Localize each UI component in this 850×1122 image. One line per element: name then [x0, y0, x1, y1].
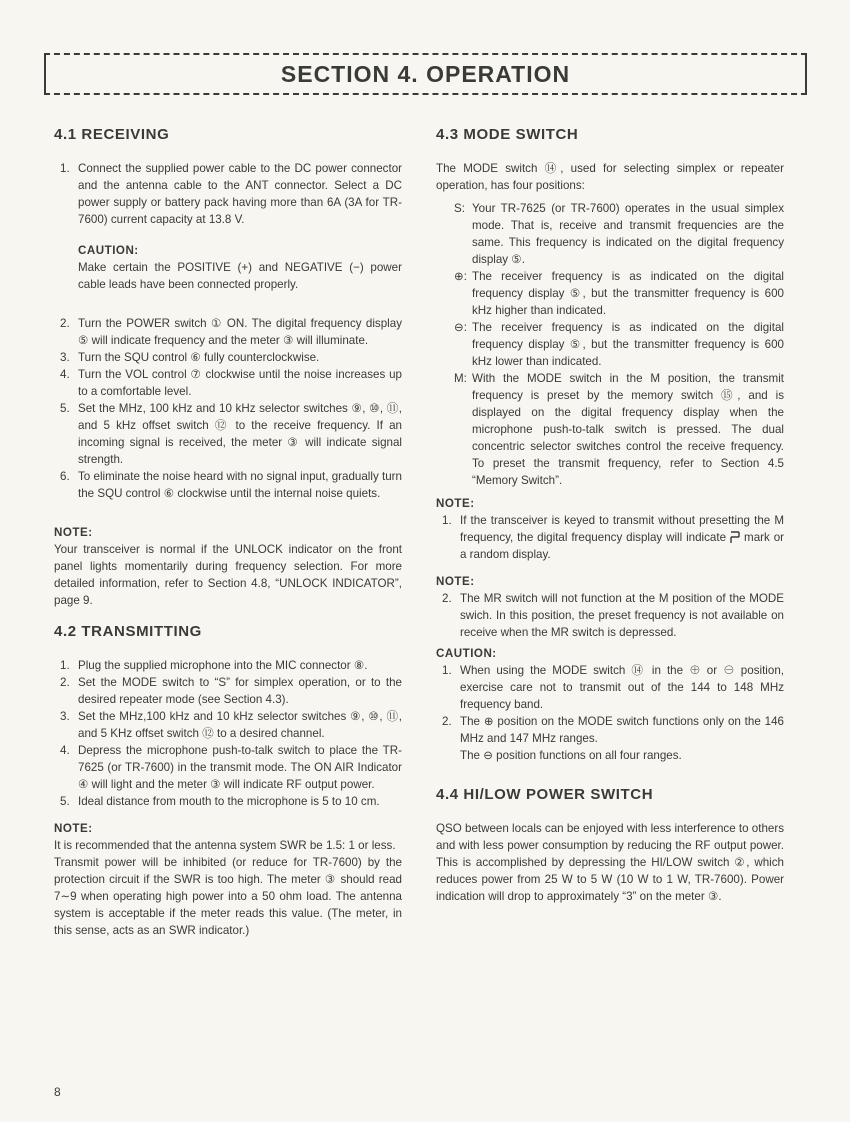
note-text: Transmit power will be inhibited (or reduce for TR-7600) by the protection circuit if the SWR is too high. The meter ③ should read 7∼9 when operating high power into a 50 ohm load. The antenna system is acceptable if the meter reads this value. (The meter, in this sense, acts as an SWR indicator.) [54, 856, 402, 937]
caution-block [78, 242, 402, 293]
receiving-steps-continued [54, 315, 402, 502]
list-item: 1. Plug the supplied microphone into the MIC connector ⑧. [60, 659, 368, 672]
list-item: 4. Depress the microphone push-to-talk switch to place the TR-7625 (or TR-7600) in the transmit mode. The ON AIR Indicator ④ will light and the meter ③ will indicate RF output power. [60, 744, 402, 791]
section-title: SECTION 4. OPERATION [280, 60, 571, 87]
right-column [436, 126, 784, 905]
list-item: 5. Ideal distance from mouth to the microphone is 5 to 10 cm. [60, 795, 380, 808]
transmitting-steps [54, 657, 402, 810]
list-item: ⊖: The receiver frequency is as indicated on the digital frequency display ⑤, but the transmitter frequency is 600 kHz lower than indicated. [454, 321, 784, 368]
list-item: 1. Connect the supplied power cable to the DC power connector and the antenna cable to the ANT connector. Select a DC power supply or battery pack having more than 6A (3A for TR-7600) current capacity at 13.8 V. [60, 162, 402, 226]
note-label: NOTE: [54, 822, 93, 835]
note-label: NOTE: [54, 526, 93, 539]
list-item: 2. Turn the POWER switch ① ON. The digital frequency display ⑤ will indicate frequency and the meter ③ will illuminate. [60, 317, 402, 347]
note-list [436, 512, 784, 563]
list-item: 5. Set the MHz, 100 kHz and 10 kHz selector switches ⑨, ⑩, ⑪, and 5 kHz offset switch ⑫ to the receive frequency. If an incoming signal is received, the meter ③ will indicate signal strength. [60, 402, 402, 466]
note-text: Your transceiver is normal if the UNLOCK indicator on the front panel lights momentarily during frequency selection. For more detailed information, refer to Section 4.8, “UNLOCK INDICATOR”, page 9. [54, 543, 402, 607]
caution-label: CAUTION: [436, 647, 497, 660]
left-column [54, 126, 402, 939]
heading-4-4: 4.4 HI/LOW POWER SWITCH [436, 786, 654, 803]
list-item: ⊕: The receiver frequency is as indicated on the digital frequency display ⑤, but the transmitter frequency is 600 kHz higher than indicated. [454, 270, 784, 317]
hi-low-text: QSO between locals can be enjoyed with less interference to others and with less power consumption by reducing the RF output power. This is accomplished by depressing the HI/LOW switch ②, which reduces power from 25 W to 5 W (10 W to 1 W, TR-7600). Power indication will drop to approximately “3” on the meter ③. [436, 822, 785, 903]
note-label: NOTE: [436, 575, 475, 588]
caution-list [436, 662, 784, 764]
heading-4-3: 4.3 MODE SWITCH [436, 126, 579, 143]
receiving-steps [54, 160, 402, 228]
list-item: 4. Turn the VOL control ⑦ clockwise until the noise increases up to a comfortable level. [60, 368, 402, 398]
heading-4-2: 4.2 TRANSMITTING [54, 623, 202, 640]
section-banner [44, 53, 807, 95]
mode-list [436, 200, 784, 489]
list-item: S: Your TR-7625 (or TR-7600) operates in the usual simplex mode. That is, receive and transmit frequencies are the same. This frequency is indicated on the digital frequency display ⑤. [454, 202, 784, 266]
list-item: 3. Set the MHz,100 kHz and 10 kHz selector switches ⑨, ⑩, ⑪, and 5 KHz offset switch ⑫ to a desired channel. [60, 710, 402, 740]
list-item: 3. Turn the SQU control ⑥ fully counterclockwise. [60, 351, 320, 364]
note-label: NOTE: [436, 497, 475, 510]
heading-4-1: 4.1 RECEIVING [54, 126, 170, 143]
list-item: 6. To eliminate the noise heard with no signal input, gradually turn the SQU control ⑥ clockwise until the internal noise quiets. [60, 470, 402, 500]
mode-intro: The MODE switch ⑭, used for selecting simplex or repeater operation, has four positions: [436, 162, 784, 192]
list-item: 2. Set the MODE switch to “S” for simplex operation, or to the desired repeater mode (see Section 4.3). [60, 676, 402, 706]
list-item: 2. The MR switch will not function at the M position of the MODE swich. In this position, the preset frequency is not available on receive when the MR switch is depressed. [442, 592, 784, 639]
list-item: M: With the MODE switch in the M position, the transmit frequency is preset by the memory switch ⑮, and is displayed on the digital frequency display when the microphone push-to-talk switch is pressed. The dual concentric selector switches control the receive frequency. To preset the transmit frequency, refer to Section 4.5 “Memory Switch”. [454, 372, 784, 487]
list-item: 1. When using the MODE switch ⑭ in the ⊕ or ⊖ position, exercise care not to transmit out of the 144 to 148 MHz frequency band. [442, 664, 784, 711]
caution-text: Make certain the POSITIVE (+) and NEGATIVE (−) power cable leads have been connected properly. [78, 261, 402, 291]
note-text: It is recommended that the antenna system SWR be 1.5: 1 or less. [54, 839, 396, 852]
segment-display-icon [730, 530, 740, 544]
note-list [436, 590, 784, 641]
page-number: 8 [54, 1085, 61, 1099]
list-item: 2. The ⊕ position on the MODE switch functions only on the 146 MHz and 147 MHz ranges. The ⊖ position functions on all four ranges. [442, 715, 784, 762]
list-item: 1. If the transceiver is keyed to transmit without presetting the M frequency, the digital frequency display will indicate mark or a random display. [442, 514, 785, 561]
caution-label: CAUTION: [78, 244, 139, 257]
